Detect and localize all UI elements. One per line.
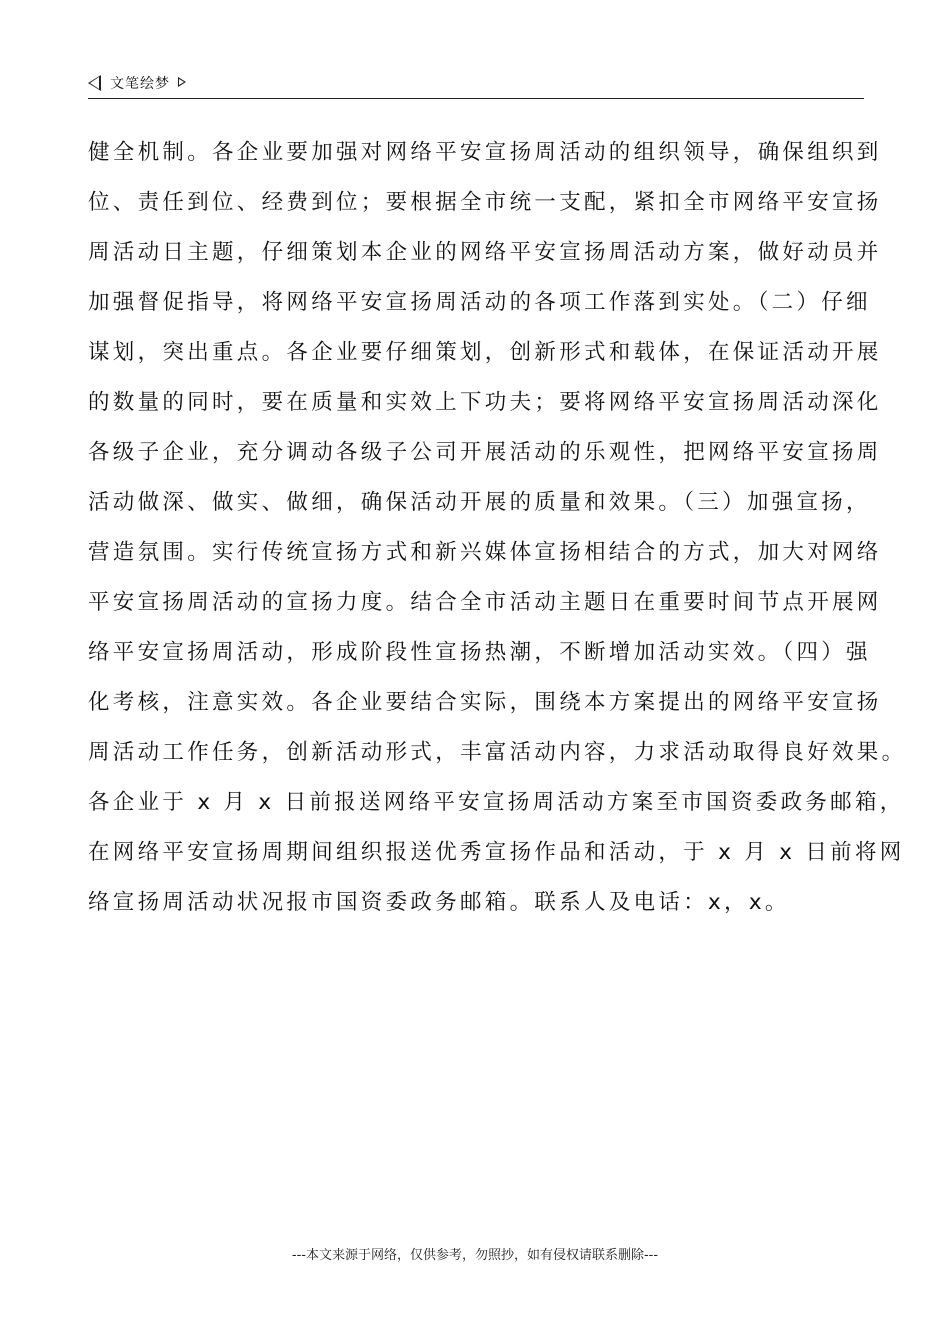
- body-line: 加强督促指导，将网络平安宣扬周活动的各项工作落到实处。（二）仔细: [88, 290, 871, 315]
- body-line: 的数量的同时，要在质量和实效上下功夫；要将网络平安宣扬周活动深化: [88, 390, 882, 415]
- body-line: 各企业于 x 月 x 日前报送网络平安宣扬周活动方案至市国资委政务邮箱，: [88, 790, 905, 815]
- body-line: 各级子企业，充分调动各级子公司开展活动的乐观性，把网络平安宣扬周: [88, 440, 882, 465]
- body-line: 周活动日主题，仔细策划本企业的网络平安宣扬周活动方案，做好动员并: [88, 240, 882, 265]
- header-brand: 文笔绘梦: [110, 76, 170, 92]
- triangle-right-icon: [178, 77, 186, 87]
- page-footer: ---本文来源于网络，仅供参考，勿照抄，如有侵权请联系删除---: [291, 1248, 659, 1263]
- body-line: 健全机制。各企业要加强对网络平安宣扬周活动的组织领导，确保组织到: [88, 140, 882, 165]
- body-line: 络宣扬周活动状况报市国资委政务邮箱。联系人及电话：x，x。: [88, 890, 790, 915]
- document-body: [88, 128, 907, 928]
- body-line: 化考核，注意实效。各企业要结合实际，围绕本方案提出的网络平安宣扬: [88, 690, 882, 715]
- page-header: [88, 72, 864, 99]
- triangle-left-icon: [88, 75, 101, 91]
- body-line: 位、责任到位、经费到位；要根据全市统一支配，紧扣全市网络平安宣扬: [88, 190, 882, 215]
- body-line: 平安宣扬周活动的宣扬力度。结合全市活动主题日在重要时间节点开展网: [88, 590, 882, 615]
- body-line: 活动做深、做实、做细，确保活动开展的质量和效果。（三）加强宣扬，: [88, 490, 871, 515]
- body-line: 谋划，突出重点。各企业要仔细策划，创新形式和载体，在保证活动开展: [88, 340, 882, 365]
- body-line: 营造氛围。实行传统宣扬方式和新兴媒体宣扬相结合的方式，加大对网络: [88, 540, 882, 565]
- body-line: 络平安宣扬周活动，形成阶段性宣扬热潮，不断增加活动实效。（四）强: [88, 640, 871, 665]
- body-line: 周活动工作任务，创新活动形式，丰富活动内容，力求活动取得良好效果。: [88, 740, 907, 765]
- body-line: 在网络平安宣扬周期间组织报送优秀宣扬作品和活动，于 x 月 x 日前将网: [88, 840, 905, 865]
